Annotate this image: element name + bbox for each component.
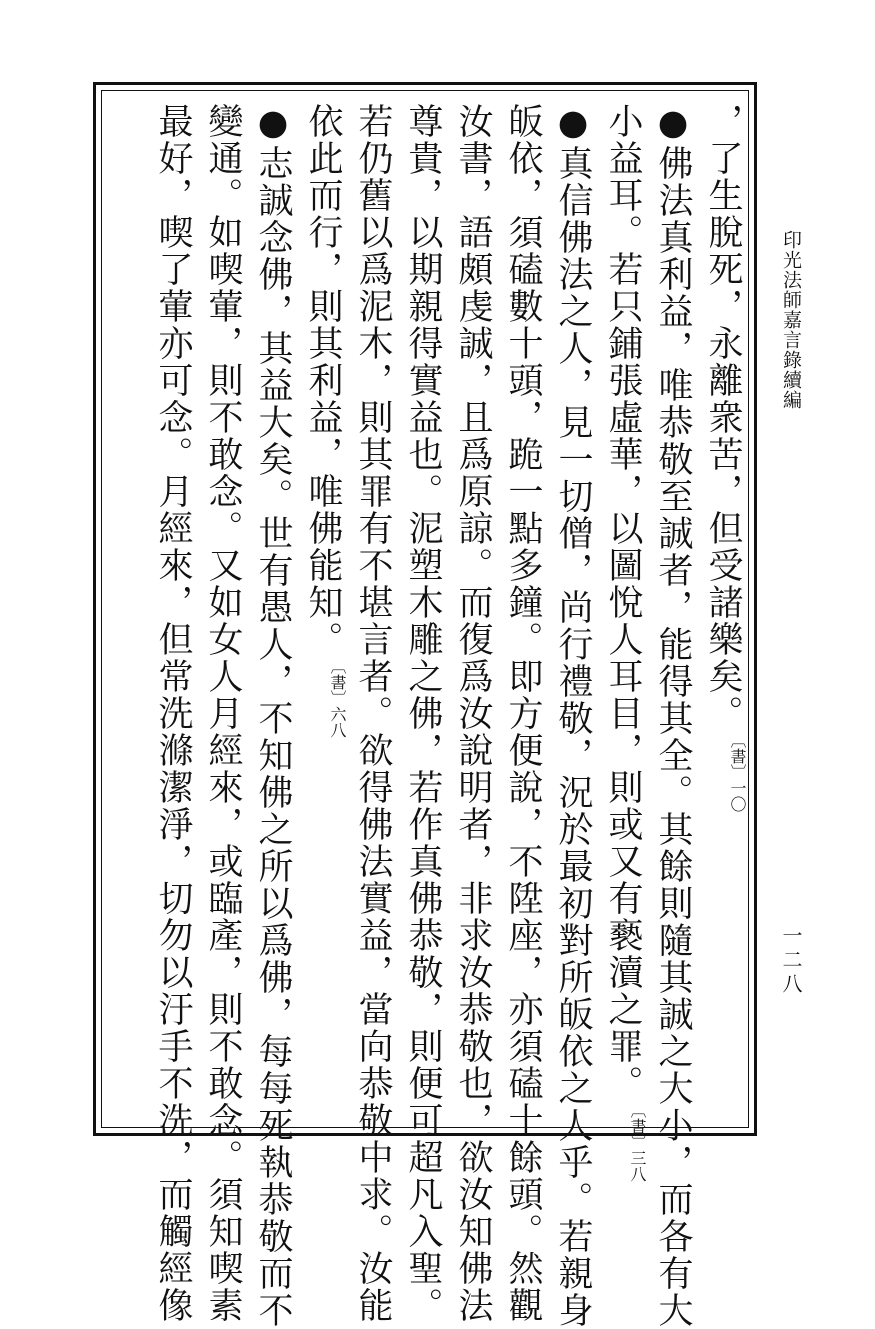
column-text: 變通。如喫葷，則不敢念。又如女人月經來，或臨產，則不敢念。須知喫素: [203, 103, 243, 1324]
text-column-1: [701, 103, 745, 1113]
text-column-2: [651, 103, 695, 1329]
column-text: ，了生脫死，永離衆苦，但受諸樂矣。: [703, 103, 743, 732]
text-column-8: [351, 103, 395, 1324]
text-column-5: [501, 103, 545, 1324]
text-column-7: [401, 103, 445, 1324]
column-text: 最好，喫了葷亦可念。月經來，但常洗滌潔淨，切勿以汙手不洗，而觸經像: [153, 103, 193, 1324]
source-note: 〔書〕一〇: [728, 732, 747, 812]
column-text: 尊貴，以期親得實益也。泥塑木雕之佛，若作真佛恭敬，則便可超凡入聖。: [403, 103, 443, 1324]
text-column-11: [201, 103, 245, 1324]
text-column-3: [601, 103, 647, 1182]
column-text: ●真信佛法之人，見一切僧，尚行禮敬，況於最初對所皈依之人乎。若親身: [553, 103, 593, 1329]
source-note: 〔書〕三八: [628, 1102, 647, 1182]
page-number: 一二八: [779, 925, 803, 997]
column-text: ●佛法真利益，唯恭敬至誠者，能得其全。其餘則隨其誠之大小，而各有大: [653, 103, 693, 1329]
text-column-10: [251, 103, 295, 1329]
source-note: 〔書〕六八: [328, 658, 347, 738]
column-text: 小益耳。若只鋪張虛華，以圖悅人耳目，則或又有褻瀆之罪。: [603, 103, 643, 1102]
text-column-9: [301, 103, 345, 1113]
text-column-12: [151, 103, 195, 1324]
column-text: ●志誠念佛，其益大矣。世有愚人，不知佛之所以爲佛，每每死執恭敬而不: [253, 103, 293, 1329]
book-title: 印光法師嘉言錄續編: [780, 230, 802, 410]
column-text: 依此而行，則其利益，唯佛能知。: [303, 103, 343, 658]
column-text: 若仍舊以爲泥木，則其罪有不堪言者。欲得佛法實益，當向恭敬中求。汝能: [353, 103, 393, 1324]
column-text: 汝書，語頗虔誠，且爲原諒。而復爲汝說明者，非求汝恭敬也，欲汝知佛法: [453, 103, 493, 1324]
text-column-6: [451, 103, 495, 1324]
column-text: 皈依，須磕數十頭，跪一點多鐘。即方便說，不陞座，亦須磕十餘頭。然觀: [503, 103, 543, 1324]
text-column-4: [551, 103, 595, 1329]
